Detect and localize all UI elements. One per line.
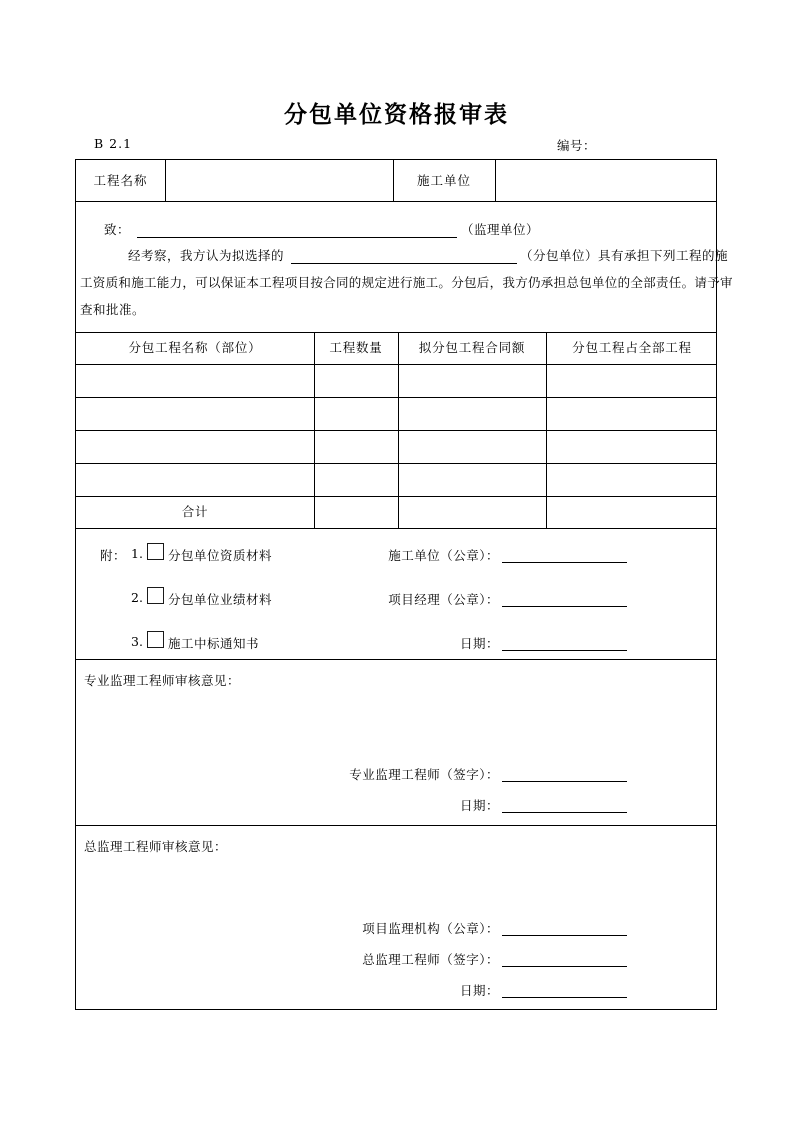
attachment-label: 分包单位资质材料	[168, 548, 273, 563]
attachment-number: 2.	[131, 590, 143, 605]
table-row[interactable]	[76, 364, 314, 397]
chief-opinion-date	[76, 981, 716, 1005]
form-frame	[75, 159, 733, 1010]
attachment-item-3	[76, 629, 716, 657]
attachment-item-2	[76, 585, 716, 613]
attachment-date-input[interactable]	[502, 650, 627, 651]
statement-line2-suffix: （分包单位）具有承担下列工程的施	[520, 248, 729, 263]
statement-block	[76, 201, 733, 332]
subheader	[75, 136, 717, 156]
table-row[interactable]	[398, 430, 546, 463]
addressee-suffix: （监理单位）	[461, 222, 540, 237]
attachment-number: 3.	[131, 634, 143, 649]
page-title: 分包单位资格报审表	[284, 101, 509, 128]
form-code: B 2.1	[94, 136, 133, 151]
professional-date-input[interactable]	[502, 812, 627, 813]
attachment-checkbox-2[interactable]	[147, 587, 164, 604]
table-row[interactable]	[546, 364, 718, 397]
attachment-checkbox-1[interactable]	[147, 543, 164, 560]
table-row[interactable]	[76, 463, 314, 496]
chief-opinion-block	[76, 825, 716, 1010]
professional-engineer-signature	[76, 765, 716, 789]
professional-engineer-input[interactable]	[502, 781, 627, 782]
total-proportion-cell[interactable]	[546, 496, 718, 528]
table-row[interactable]	[314, 430, 398, 463]
attachment-label: 施工中标通知书	[168, 636, 260, 651]
table-row[interactable]	[76, 430, 314, 463]
header-row	[76, 160, 716, 201]
table-row[interactable]	[314, 397, 398, 430]
table-row[interactable]	[546, 430, 718, 463]
addressee-label: 致：	[104, 222, 131, 237]
table-row[interactable]	[398, 397, 546, 430]
table-row[interactable]	[398, 364, 546, 397]
chief-opinion-title: 总监理工程师审核意见：	[84, 839, 228, 854]
contractor-seal-input[interactable]	[502, 562, 627, 563]
attachment-label: 分包单位业绩材料	[168, 592, 273, 607]
supervision-office-seal	[76, 919, 716, 943]
contractor-seal-label: 施工单位（公章）：	[388, 548, 499, 563]
chief-opinion-textarea[interactable]	[84, 859, 710, 917]
chief-engineer-signature	[76, 950, 716, 974]
serial-number-label: 编号：	[557, 138, 597, 153]
attachment-checkbox-3[interactable]	[147, 631, 164, 648]
table-row[interactable]	[76, 397, 314, 430]
professional-opinion-textarea[interactable]	[84, 693, 710, 763]
table-row[interactable]	[314, 364, 398, 397]
project-manager-seal-input[interactable]	[502, 606, 627, 607]
project-name-label: 工程名称	[93, 173, 148, 188]
column-header-quantity: 工程数量	[329, 340, 383, 355]
table-row[interactable]	[546, 397, 718, 430]
table-row[interactable]	[398, 463, 546, 496]
total-label: 合计	[181, 504, 209, 519]
professional-engineer-label: 专业监理工程师（签字）：	[349, 767, 499, 782]
subcontract-detail-table	[76, 332, 716, 528]
contractor-field[interactable]	[495, 160, 718, 201]
column-header-name: 分包工程名称（部位）	[128, 340, 262, 355]
total-quantity-cell[interactable]	[314, 496, 398, 528]
chief-engineer-label: 总监理工程师（签字）：	[362, 952, 499, 967]
professional-date-label: 日期：	[459, 798, 499, 813]
total-amount-cell[interactable]	[398, 496, 546, 528]
professional-opinion-title: 专业监理工程师审核意见：	[84, 673, 241, 688]
chief-date-input[interactable]	[502, 997, 627, 998]
project-name-field[interactable]	[165, 160, 393, 201]
chief-date-label: 日期：	[459, 983, 499, 998]
chief-engineer-input[interactable]	[502, 966, 627, 967]
attachment-number: 1.	[131, 546, 143, 561]
table-row[interactable]	[314, 463, 398, 496]
table-row[interactable]	[546, 463, 718, 496]
attachment-date-label: 日期：	[459, 636, 499, 651]
project-manager-seal-label: 项目经理（公章）：	[388, 592, 499, 607]
supervision-office-label: 项目监理机构（公章）：	[362, 921, 499, 936]
statement-line2-prefix: 经考察，我方认为拟选择的	[128, 248, 285, 263]
statement-line4: 查和批准。	[80, 302, 146, 317]
professional-opinion-block	[76, 659, 716, 825]
attachments-prefix: 附：	[100, 548, 127, 563]
subcontractor-input[interactable]	[291, 263, 517, 264]
statement-line3: 工资质和施工能力，可以保证本工程项目按合同的规定进行施工。分包后，我方仍承担总包单位的全部责任。请予审	[80, 275, 733, 290]
attachments-block	[76, 528, 716, 659]
supervision-office-input[interactable]	[502, 935, 627, 936]
addressee-input[interactable]	[137, 237, 457, 238]
column-header-proportion: 分包工程占全部工程	[572, 340, 692, 355]
attachment-item-1	[76, 541, 716, 569]
column-header-amount: 拟分包工程合同额	[418, 340, 526, 355]
professional-opinion-date	[76, 796, 716, 820]
contractor-label: 施工单位	[416, 173, 471, 188]
